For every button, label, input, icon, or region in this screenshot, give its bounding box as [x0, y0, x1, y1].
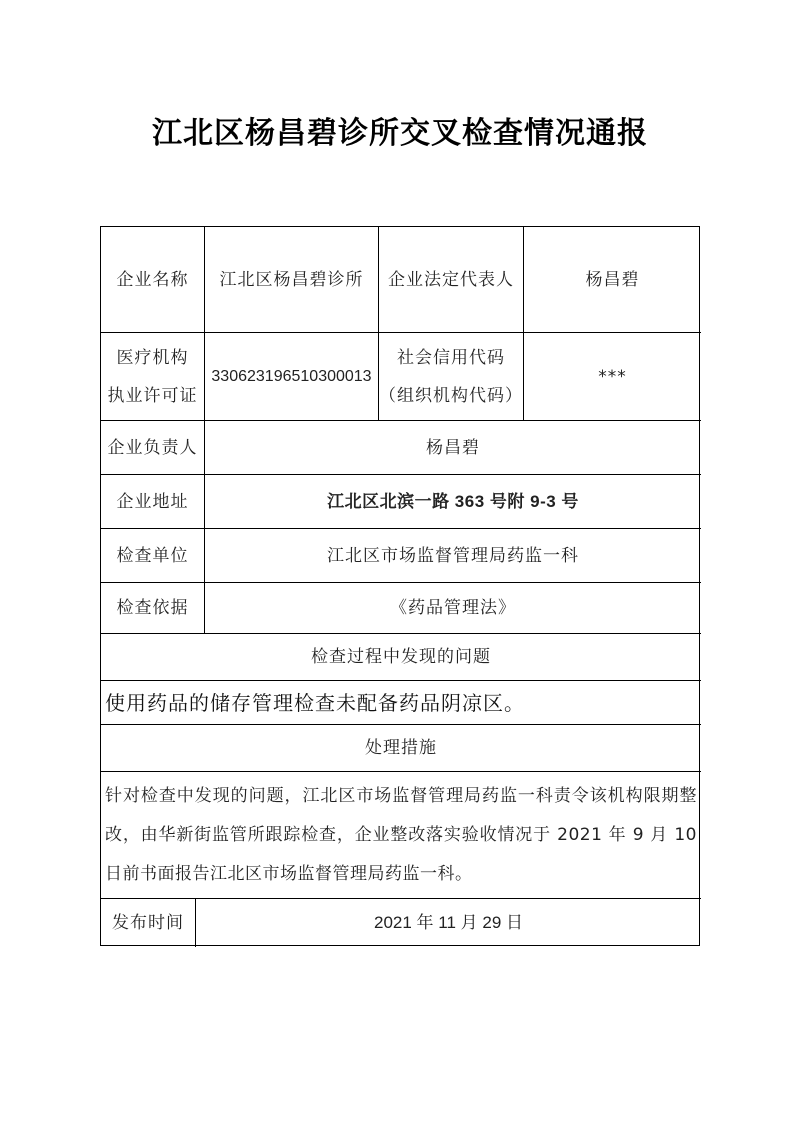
inspection-unit-value: 江北区市场监督管理局药监一科 [327, 545, 579, 566]
measures-header: 处理措施 [365, 738, 437, 758]
address-label: 企业地址 [116, 491, 189, 512]
issues-header: 检查过程中发现的问题 [311, 647, 491, 667]
license-number: 330623196510300013 [211, 367, 372, 385]
row-divider [101, 771, 701, 772]
inspection-basis-value: 《药品管理法》 [390, 598, 516, 618]
person-in-charge-value: 杨昌碧 [426, 437, 480, 458]
person-in-charge-label: 企业负责人 [107, 437, 198, 458]
inspection-unit-label: 检查单位 [116, 545, 189, 566]
publish-time-value: 2021 年 11 月 29 日 [374, 913, 523, 932]
company-name-value: 江北区杨昌碧诊所 [219, 269, 364, 290]
address-value: 江北区北滨一路 363 号附 9-3 号 [327, 491, 579, 511]
credit-code-value: *** [598, 366, 627, 387]
credit-code-label-line1: 社会信用代码 [397, 347, 505, 368]
license-label [101, 333, 204, 420]
legal-rep-label: 企业法定代表人 [388, 269, 514, 290]
measures-text: 针对检查中发现的问题，江北区市场监督管理局药监一科责令该机构限期整改，由华新街监管所跟踪检查，企业整改落实验收情况于 2021 年 9 月 10 日前书面报告江北区市场监督管理局药监一科。 [105, 786, 697, 884]
issues-text: 使用药品的储存管理检查未配备药品阴凉区。 [105, 690, 525, 715]
legal-rep-value: 杨昌碧 [585, 269, 640, 290]
credit-code-label-line2: （组织机构代码） [379, 385, 523, 406]
report-table [100, 226, 700, 946]
page-title: 江北区杨昌碧诊所交叉检查情况通报 [152, 116, 648, 151]
inspection-basis-label: 检查依据 [116, 598, 189, 618]
publish-time-label: 发布时间 [112, 913, 184, 933]
credit-code-label [379, 333, 523, 420]
license-label-line2: 执业许可证 [107, 385, 198, 406]
license-label-line1: 医疗机构 [116, 347, 189, 368]
company-name-label: 企业名称 [116, 269, 189, 290]
